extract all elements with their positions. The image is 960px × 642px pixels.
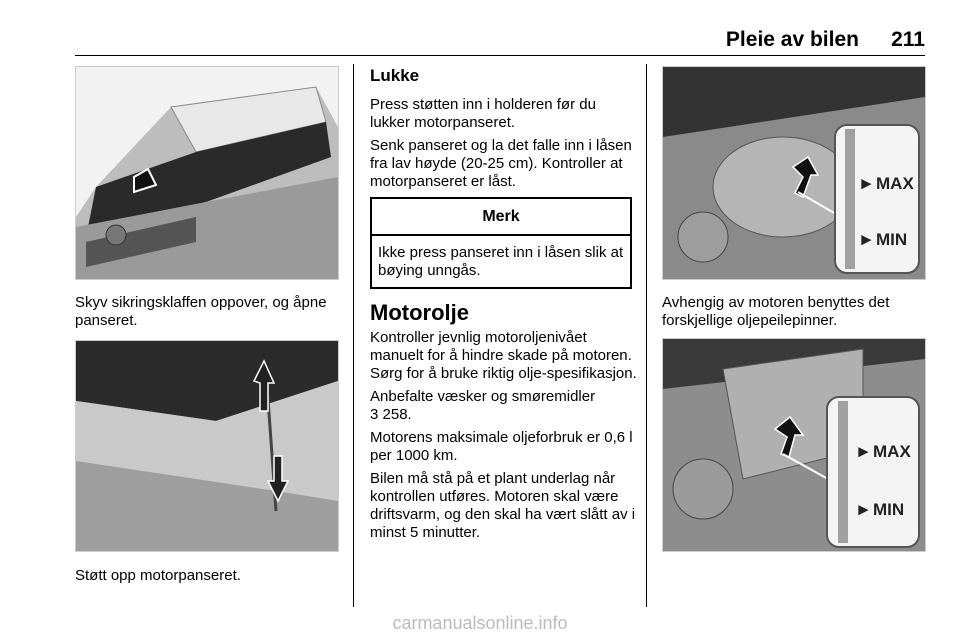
motorolje-paragraph-1: Kontroller jevnlig motoroljenivået manuelt for å hindre skade på motoren. Sørg for å bruke riktig olje-spesifikasjon. [370,329,637,382]
fluids-reference-text: Anbefalte væsker og smøremidler [370,388,596,405]
page-header [75,26,925,54]
min-label-2: MIN [873,500,905,519]
heading-motorolje: Motorolje [370,300,469,325]
note-heading: Merk [482,208,520,225]
caption-support-hood: Støtt opp motorpanseret. [75,567,241,584]
max-label-2: MAX [873,442,911,461]
svg-text:►: ► [855,442,872,461]
lukke-paragraph-1: Press støtten inn i holderen før du lukker motorpanseret. [370,96,596,131]
page-reference-link[interactable]: 3 258. [370,406,412,423]
motorolje-text [370,329,640,547]
lukke-paragraph-2: Senk panseret og la det falle inn i låsen fra lav høyde (20-25 cm). Kontroller at motorpanseret er låst. [370,137,632,190]
caption-open-hood: Skyv sikringsklaffen oppover, og åpne panseret. [75,294,327,329]
header-rule [75,55,925,56]
watermark: carmanualsonline.info [392,613,568,633]
column-divider-1 [353,64,354,607]
svg-text:►: ► [855,500,872,519]
motorolje-paragraph-2 [370,388,640,424]
figure-hood-support [75,340,339,552]
note-body: Ikke press panseret inn i låsen slik at bøying unngås. [378,244,624,279]
column-divider-2 [646,64,647,607]
figure-engine-dipstick-1 [662,66,926,280]
svg-text:►: ► [858,230,875,249]
min-label: MIN [876,230,908,249]
figure-engine-dipstick-2 [662,338,926,552]
note-box [370,197,632,289]
page-title: Pleie av bilen [725,28,859,51]
caption-dipsticks: Avhengig av motoren benyttes det forskjellige oljepeilepinner. [662,294,890,329]
max-label: MAX [876,174,914,193]
motorolje-paragraph-4: Bilen må stå på et plant underlag når kontrollen utføres. Motoren skal være driftsvarm, og den skal ha vært slått av i minst 5 minutter. [370,470,636,541]
svg-text:►: ► [858,174,875,193]
figure-van-hood-open [75,66,339,280]
heading-lukke: Lukke [370,66,420,85]
page-number: 211 [891,28,925,51]
motorolje-paragraph-3: Motorens maksimale oljeforbruk er 0,6 l per 1000 km. [370,429,633,464]
lukke-text [370,96,640,196]
